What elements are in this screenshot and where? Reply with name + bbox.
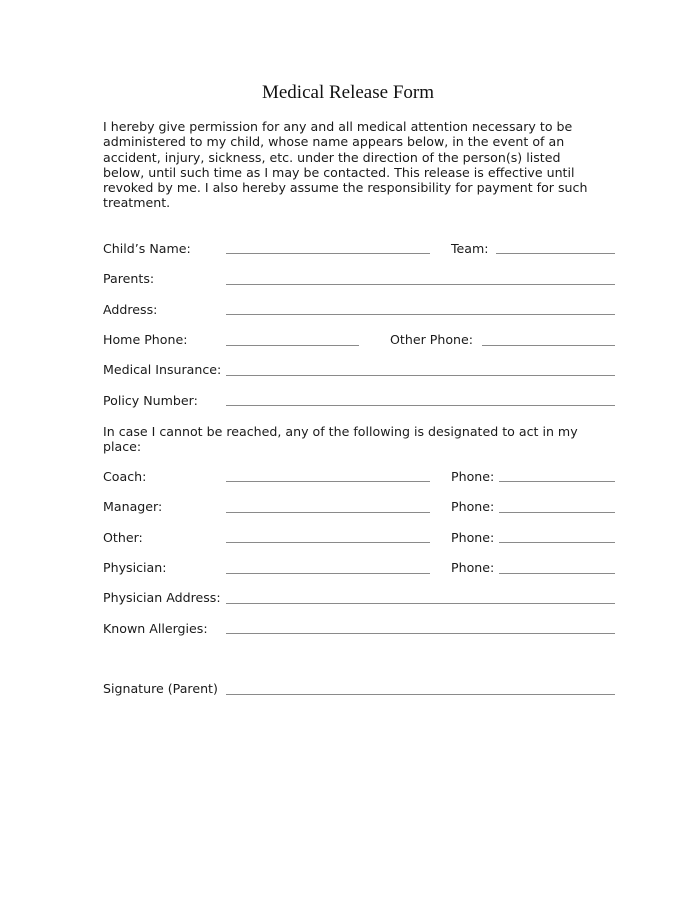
physician-address-field[interactable] (226, 603, 615, 604)
address-label: Address: (103, 302, 158, 317)
page-title: Medical Release Form (261, 82, 434, 103)
physician-phone-field[interactable] (499, 573, 615, 574)
manager-field[interactable] (226, 512, 430, 513)
team-field[interactable] (496, 253, 615, 254)
coach-field[interactable] (226, 481, 430, 482)
signature-label: Signature (Parent) (103, 681, 218, 696)
other-phone-field[interactable] (482, 345, 615, 346)
physician-label: Physician: (103, 560, 167, 575)
other-field[interactable] (226, 542, 430, 543)
intro-paragraph: I hereby give permission for any and all medical attention necessary to be administered to my child, whose name appears below, in the event of an accident, injury, sickness, etc. under the direction of the person(s) listed below, until such time as I may be contacted. This release is effective until revoked by me. I also hereby assume the responsibility for payment for such treatment. (103, 119, 588, 211)
other-label: Other: (103, 530, 143, 545)
policy-number-field[interactable] (226, 405, 615, 406)
physician-phone-label: Phone: (451, 560, 495, 575)
childs-name-field[interactable] (226, 253, 430, 254)
coach-phone-field[interactable] (499, 481, 615, 482)
known-allergies-label: Known Allergies: (103, 621, 208, 636)
medical-insurance-field[interactable] (226, 375, 615, 376)
other-phone-label-2: Phone: (451, 530, 495, 545)
designate-paragraph: In case I cannot be reached, any of the following is designated to act in my place: (103, 424, 578, 455)
manager-phone-field[interactable] (499, 512, 615, 513)
signature-field[interactable] (226, 694, 615, 695)
physician-field[interactable] (226, 573, 430, 574)
coach-phone-label: Phone: (451, 469, 495, 484)
medical-insurance-label: Medical Insurance: (103, 362, 222, 377)
other-phone-label: Other Phone: (390, 332, 474, 347)
manager-phone-label: Phone: (451, 499, 495, 514)
address-field[interactable] (226, 314, 615, 315)
other-contact-phone-field[interactable] (499, 542, 615, 543)
manager-label: Manager: (103, 499, 163, 514)
childs-name-label: Child’s Name: (103, 241, 191, 256)
parents-label: Parents: (103, 271, 155, 286)
coach-label: Coach: (103, 469, 147, 484)
known-allergies-field[interactable] (226, 633, 615, 634)
physician-address-label: Physician Address: (103, 590, 221, 605)
home-phone-label: Home Phone: (103, 332, 188, 347)
policy-number-label: Policy Number: (103, 393, 198, 408)
home-phone-field[interactable] (226, 345, 359, 346)
team-label: Team: (451, 241, 489, 256)
parents-field[interactable] (226, 284, 615, 285)
